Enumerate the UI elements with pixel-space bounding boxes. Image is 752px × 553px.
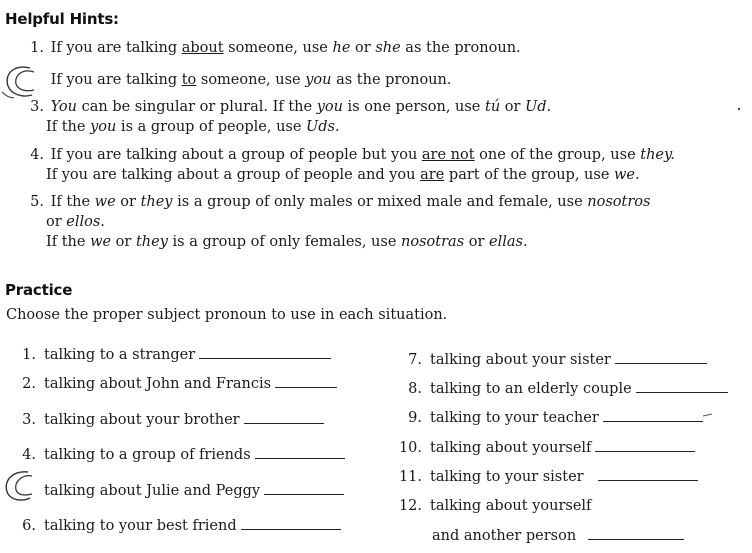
practice-heading: Practice (5, 281, 73, 299)
hint-1-or: or (350, 40, 376, 56)
answer-blank-5[interactable] (264, 482, 344, 495)
hint-5-text: If the (50, 194, 95, 210)
hint-3-or: or (500, 99, 526, 115)
scribble-mark-bottom (0, 468, 44, 508)
question-4-number: 4. (22, 447, 36, 463)
hint-4-text-b: one of the group, use (474, 147, 641, 163)
hint-3-text-b: is one person, use (342, 99, 486, 115)
hint-5-nosotros: nosotros (587, 194, 651, 210)
question-12 (396, 496, 591, 516)
answer-blank-4[interactable] (255, 446, 345, 459)
hint-3-uds: Uds. (306, 119, 340, 135)
hint-1-text: If you are talking (50, 40, 182, 56)
question-3-number: 3. (22, 412, 36, 428)
hint-5 (18, 192, 650, 252)
question-4-text: talking to a group of friends (44, 447, 251, 463)
hint-2 (18, 70, 451, 90)
question-1-text: talking to a stranger (44, 347, 196, 363)
hint-2-underline: to (181, 72, 197, 88)
hints-heading: Helpful Hints: (5, 10, 119, 28)
hint-3-line2-you: you (90, 119, 117, 135)
question-9 (396, 408, 703, 428)
hint-1-number: 1. (30, 40, 44, 56)
question-7-text: talking about your sister (430, 352, 611, 368)
answer-blank-10[interactable] (595, 439, 695, 452)
question-6-number: 6. (22, 518, 36, 534)
question-9-text: talking to your teacher (430, 410, 599, 426)
question-11 (396, 467, 698, 487)
question-12-text: talking about yourself (430, 498, 592, 514)
hint-5-they: they (140, 194, 173, 210)
question-5-text: talking about Julie and Peggy (44, 483, 261, 499)
question-10-text: talking about yourself (430, 440, 592, 456)
answer-blank-1[interactable] (199, 346, 331, 359)
question-5 (18, 481, 344, 501)
hint-5-line3-they: they (135, 234, 168, 250)
hint-5-line3-text: If the (46, 234, 91, 250)
hint-5-line3-or: or (111, 234, 136, 250)
question-2-text: talking about John and Francis (44, 376, 272, 392)
hint-1-underline: about (181, 40, 224, 56)
hint-3 (18, 97, 551, 137)
question-7-number: 7. (408, 352, 422, 368)
hint-5-or: or (115, 194, 141, 210)
hint-4-line2-text-b: part of the group, use (444, 167, 615, 183)
hint-5-we: we (94, 194, 116, 210)
hint-3-tu: tú (485, 99, 501, 115)
hint-5-line3-text-b: is a group of only females, use (167, 234, 402, 250)
question-11-text: talking to your sister (430, 469, 584, 485)
question-3-text: talking about your brother (44, 412, 240, 428)
question-2 (18, 374, 337, 394)
hint-5-line3-we: we (90, 234, 112, 250)
hint-5-text-b: is a group of only males or mixed male and female, use (172, 194, 588, 210)
hint-2-you: you (305, 72, 332, 88)
scribble-mark-top (0, 62, 44, 102)
hint-4-are-not: are not (421, 147, 475, 163)
hint-1-text-c: as the pronoun. (400, 40, 521, 56)
hint-5-line2-or: or (46, 214, 67, 230)
answer-blank-9[interactable] (603, 409, 703, 422)
hint-5-ellas: ellas. (489, 234, 528, 250)
hint-5-nosotras: nosotras (401, 234, 465, 250)
hint-4 (18, 145, 675, 185)
question-8 (396, 379, 728, 399)
answer-blank-6[interactable] (241, 517, 341, 530)
answer-blank-7[interactable] (615, 351, 707, 364)
answer-blank-11[interactable] (598, 468, 698, 481)
question-6 (18, 516, 341, 536)
question-12-text-line2: and another person (432, 528, 577, 544)
question-12-number: 12. (398, 498, 422, 514)
question-9-number: 9. (408, 410, 422, 426)
question-10-number: 10. (398, 440, 422, 456)
hint-3-ud: Ud. (525, 99, 552, 115)
question-1 (18, 345, 331, 365)
hint-1-he: he (332, 40, 351, 56)
answer-blank-2[interactable] (275, 375, 337, 388)
hint-5-ellos: ellos. (66, 214, 105, 230)
hint-3-text: can be singular or plural. If the (77, 99, 317, 115)
hint-3-line2-text: If the (46, 119, 91, 135)
question-11-number: 11. (398, 469, 422, 485)
hint-4-they: they. (640, 147, 675, 163)
stray-dot (736, 106, 742, 112)
hint-4-we: we. (614, 167, 640, 183)
question-7 (396, 350, 707, 370)
hint-5-line3-or-b: or (464, 234, 490, 250)
hint-2-text-c: as the pronoun. (331, 72, 452, 88)
hint-5-number: 5. (30, 194, 44, 210)
hint-4-are: are (420, 167, 445, 183)
hint-3-you: You (50, 99, 77, 115)
hint-4-line2-text: If you are talking about a group of people and you (46, 167, 421, 183)
answer-blank-8[interactable] (636, 380, 728, 393)
hint-4-text: If you are talking about a group of people but you (50, 147, 422, 163)
hint-3-number: 3. (30, 99, 44, 115)
practice-instruction: Choose the proper subject pronoun to use in each situation. (6, 307, 448, 323)
hint-1 (18, 38, 521, 58)
question-10 (396, 438, 695, 458)
hint-4-number: 4. (30, 147, 44, 163)
question-6-text: talking to your best friend (44, 518, 237, 534)
hint-1-she: she (375, 40, 401, 56)
stray-mark (702, 411, 714, 419)
answer-blank-12[interactable] (588, 527, 684, 540)
question-3 (18, 410, 324, 430)
question-8-text: talking to an elderly couple (430, 381, 632, 397)
hint-1-text-b: someone, use (223, 40, 333, 56)
hint-3-you-b: you (316, 99, 343, 115)
question-12-continuation (432, 526, 684, 546)
question-8-number: 8. (408, 381, 422, 397)
hint-3-line2-text-b: is a group of people, use (116, 119, 307, 135)
answer-blank-3[interactable] (244, 411, 324, 424)
question-4 (18, 445, 345, 465)
question-1-number: 1. (22, 347, 36, 363)
hint-2-text-b: someone, use (196, 72, 306, 88)
question-2-number: 2. (22, 376, 36, 392)
hint-2-text: If you are talking (50, 72, 182, 88)
